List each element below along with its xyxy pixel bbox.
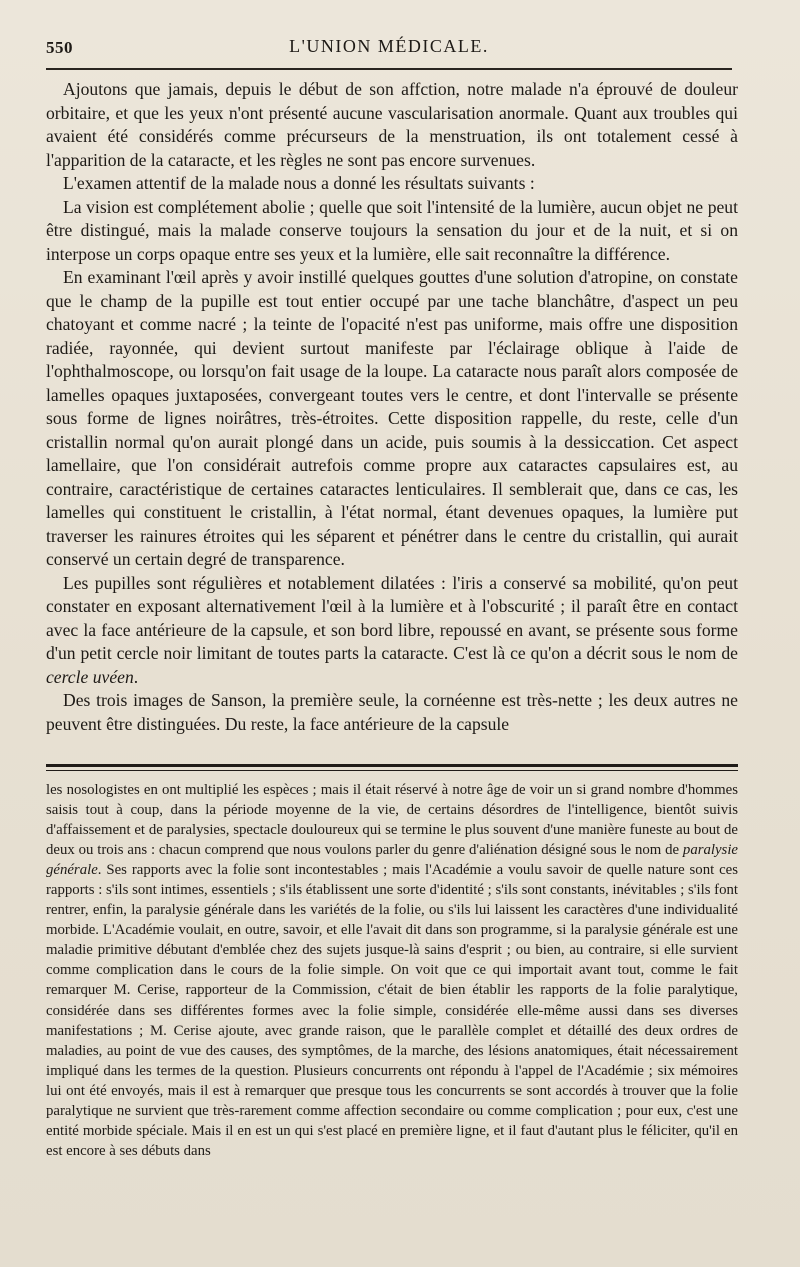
feuilleton-body [46,780,738,1161]
term-cercle-uveen: cercle uvéen [46,666,134,687]
feuilleton-separator [46,764,738,773]
paragraph-6: Des trois images de Sanson, la première seule, la cornéenne est très-nette ; les deux autres ne peuvent être distinguées. Du reste, la face antérieure de la capsule [46,690,738,734]
paragraph-2: L'examen attentif de la malade nous a donné les résultats suivants : [63,173,535,193]
page-number: 550 [46,38,73,57]
paragraph-5 [46,572,738,690]
page-header [46,34,732,62]
main-article-body [46,78,738,736]
running-title: L'UNION MÉDICALE. [289,36,489,56]
separator-thick-rule [46,764,738,767]
term-paralysie-generale: paralysie générale [46,842,738,879]
paragraph-1: Ajoutons que jamais, depuis le début de son affction, notre malade n'a éprouvé de douleur orbitaire, et que les yeux n'ont présenté aucune vascularisation anormale. Quant aux troubles qui avaient été considérés comme précurseurs de la menstruation, ils ont totalement cessé à l'apparition de la cataracte, et les règles ne sont pas encore survenues. [46,79,738,170]
paragraph-3: La vision est complétement abolie ; quelle que soit l'intensité de la lumière, aucun objet ne peut être distingué, mais la malade conserve toujours la sensation du jour et de la nuit, et si on interpose un corps opaque entre ses yeux et la lumière, elle sait reconnaître la différence. [46,196,738,264]
header-rule [46,68,732,70]
separator-thin-rule [46,770,738,771]
paragraph-4: En examinant l'œil après y avoir instillé quelques gouttes d'une solution d'atropine, on constate que le champ de la pupille est tout entier occupé par une tache blanchâtre, d'aspect un peu chatoyant et comme nacré ; la teinte de l'opacité n'est pas uniforme, mais offre une disposition radiée, rayonnée, qui devient surtout manifeste par l'éclairage oblique à l'aide de l'ophthalmoscope, ou lorsqu'on fait usage de la loupe. La cataracte nous paraît alors composée de lamelles opaques juxtaposées, convergeant toutes vers le centre, et dont l'intervalle se présente sous forme de lignes noirâtres, très-étroites. Cette disposition rappelle, du reste, celle d'un cristallin normal qu'on aurait plongé dans un acide, puis soumis à la dessiccation. Cet aspect lamellaire, que l'on considérait autrefois comme propre aux cataractes capsulaires est, au contraire, caractéristique de certaines cataractes lenticulaires. Il semblerait que, dans ce cas, les lamelles qui constituent le cristallin, à l'état normal, étant devenues opaques, la lumière put traverser les rainures étroites qui les séparent et pénétrer dans le centre du cristallin, qui aurait conservé un certain degré de transparence. [46,267,738,569]
feuilleton-paragraph [46,780,738,1161]
paragraph-5-text: Les pupilles sont régulières et notablement dilatées : l'iris a conservé sa mobilité, qu'on peut constater en exposant alternativement l'œil à la lumière et à l'obscurité ; il paraît être en contact avec la face antérieure de la capsule, et son bord libre, repoussé en avant, se présente sous forme d'un petit cercle noir limitant de toutes parts la cataracte. C'est là ce qu'on a décrit sous le nom de [46,572,738,663]
feuilleton-text-1: les nosologistes en ont multiplié les espèces ; mais il était réservé à notre âge de voir un si grand nombre d'hommes saisis tout à coup, dans la période moyenne de la vie, de certains désordres de l'intelligence, bientôt suivis d'affaissement et de paralysies, spectacle douloureux qui se termine le plus souvent d'une manière funeste au bout de deux ou trois ans : chacun comprend que nous voulons parler du genre d'aliénation désigné sous le nom de [46,782,738,859]
paragraph-5-end: . [133,666,139,687]
feuilleton-text-2: . Ses rapports avec la folie sont incontestables ; mais l'Académie a voulu savoir de quelle nature sont ces rapports : s'ils sont intimes, essentiels ; s'ils établissent une sorte d'identité ; s'ils sont constants, inévitables ; s'ils font rentrer, enfin, la paralysie générale dans les variétés de la folie, ou s'ils lui laissent les caractères d'une individualité morbide. L'Académie voulait, en outre, savoir, et elle l'avait dit dans son programme, si la paralysie générale est une maladie primitive débutant d'emblée chez des sujets jusque-là sains d'esprit ; ou bien, au contraire, si elle survient comme complication dans le cours de la folie simple. On voit que ce qui importait avant tout, comme le fait remarquer M. Cerise, rapporteur de la Commission, c'était de bien établir les rapports de la folie paralytique, considérée dans ses différentes formes avec la folie simple, considérée elle-même aussi dans ses diverses manifestations ; M. Cerise ajoute, avec grande raison, que le parallèle complet et détaillé des deux ordres de maladies, au point de vue des causes, des symptômes, de la marche, des lésions anatomiques, était nécessairement impliqué dans les termes de la question. Plusieurs concurrents ont répondu à l'appel de l'Académie ; six mémoires lui ont été envoyés, mais il est à remarquer que presque tous les concurrents se sont accordés à trouver que la folie paralytique ne survient que très-rarement comme affection secondaire ou comme complication ; pour eux, c'est une entité morbide spéciale. Mais il en est un qui s'est placé en première ligne, et il faut d'autant plus le féliciter, qu'il en est encore à ses débuts dans [46,862,738,1159]
